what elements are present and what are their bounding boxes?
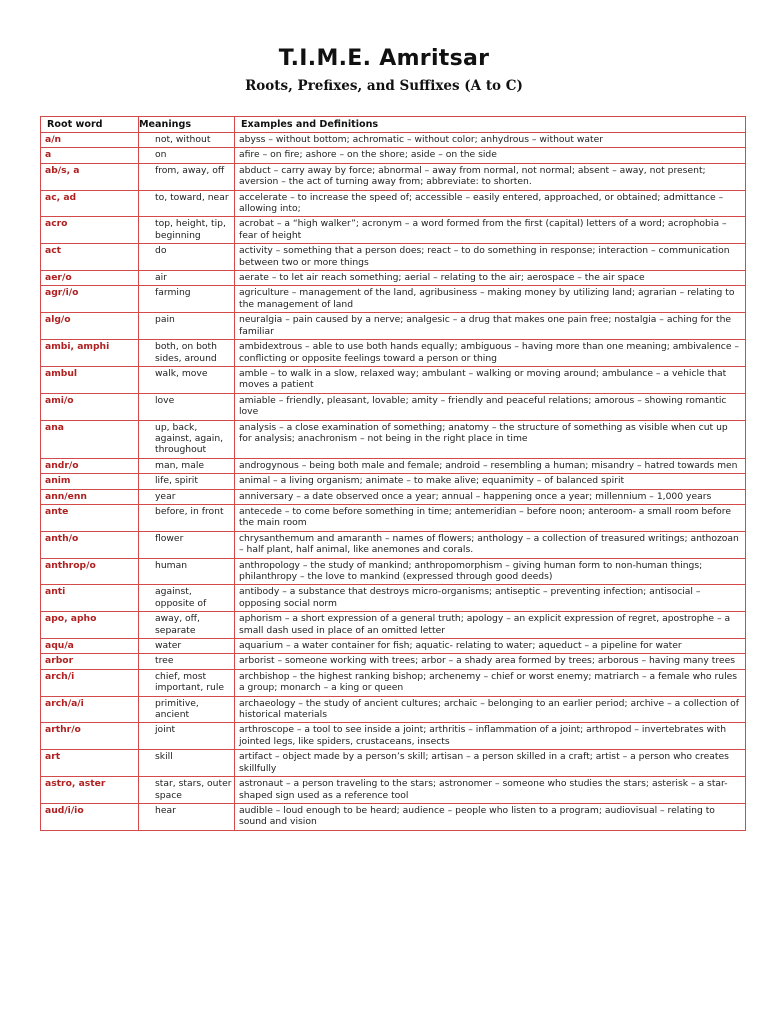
table-body [41,133,746,831]
table-row [41,271,746,286]
header-examples: Examples and Definitions [235,117,746,133]
root-word-cell: a [41,148,139,163]
root-word-cell: aer/o [41,271,139,286]
table-row [41,654,746,669]
examples-cell: activity – something that a person does; react – to do something in response; interaction – communication between two or more things [235,244,746,271]
meaning-cell: life, spirit [139,474,235,489]
root-word-cell: a/n [41,133,139,148]
meaning-cell: not, without [139,133,235,148]
root-word-cell: art [41,750,139,777]
table-row [41,504,746,531]
meaning-cell: from, away, off [139,163,235,190]
examples-cell: agriculture – management of the land, agribusiness – making money by utilizing land; agrarian – relating to the management of land [235,286,746,313]
page-title: T.I.M.E. Amritsar [278,46,490,71]
table-row [41,286,746,313]
table-row [41,750,746,777]
examples-cell: audible – loud enough to be heard; audience – people who listen to a program; audiovisual – relating to sound and vision [235,803,746,830]
root-word-cell: agr/i/o [41,286,139,313]
examples-cell: archaeology – the study of ancient cultures; archaic – belonging to an earlier period; archive – a collection of historical materials [235,696,746,723]
examples-cell: aerate – to let air reach something; aerial – relating to the air; aerospace – the air space [235,271,746,286]
meaning-cell: primitive, ancient [139,696,235,723]
table-row [41,639,746,654]
table-row [41,474,746,489]
root-word-cell: acro [41,217,139,244]
meaning-cell: up, back, against, again, throughout [139,420,235,458]
root-word-cell: ambul [41,366,139,393]
meaning-cell: love [139,393,235,420]
meaning-cell: before, in front [139,504,235,531]
meaning-cell: farming [139,286,235,313]
meaning-cell: flower [139,531,235,558]
examples-cell: androgynous – being both male and female; android – resembling a human; misandry – hatred towards men [235,458,746,473]
examples-cell: arborist – someone working with trees; arbor – a shady area formed by trees; arborous – having many trees [235,654,746,669]
examples-cell: ambidextrous – able to use both hands equally; ambiguous – having more than one meaning; ambivalence – conflicting or opposite feelings toward a person or thing [235,340,746,367]
table-row [41,217,746,244]
meaning-cell: top, height, tip, beginning [139,217,235,244]
root-word-cell: ann/enn [41,489,139,504]
table-row [41,585,746,612]
examples-cell: chrysanthemum and amaranth – names of flowers; anthology – a collection of treasured writings; anthozoan – half plant, half animal, like anemones and corals. [235,531,746,558]
examples-cell: antecede – to come before something in time; antemeridian – before noon; anteroom- a small room before the main room [235,504,746,531]
roots-table [40,116,746,831]
table-row [41,558,746,585]
root-word-cell: andr/o [41,458,139,473]
page-subtitle: Roots, Prefixes, and Suffixes (A to C) [245,78,523,94]
root-word-cell: alg/o [41,313,139,340]
root-word-cell: ana [41,420,139,458]
table-header-row [41,117,746,133]
examples-cell: aphorism – a short expression of a general truth; apology – an explicit expression of regret, apostrophe – a small dash used in place of an omitted letter [235,612,746,639]
examples-cell: abduct – carry away by force; abnormal – away from normal, not normal; absent – away, not present; aversion – the act of turning away from; abbreviate: to shorten. [235,163,746,190]
root-word-cell: anim [41,474,139,489]
examples-cell: artifact – object made by a person’s skill; artisan – a person skilled in a craft; artist – a person who creates skillfully [235,750,746,777]
examples-cell: archbishop – the highest ranking bishop; archenemy – chief or worst enemy; matriarch – a female who rules a group; monarch – a king or queen [235,669,746,696]
examples-cell: aquarium – a water container for fish; aquatic- relating to water; aqueduct – a pipeline for water [235,639,746,654]
meaning-cell: to, toward, near [139,190,235,217]
table-row [41,393,746,420]
examples-cell: arthroscope – a tool to see inside a joint; arthritis – inflammation of a joint; arthropod – invertebrates with jointed legs, like spiders, crustaceans, insects [235,723,746,750]
table-row [41,489,746,504]
examples-cell: acrobat – a “high walker”; acronym – a word formed from the first (capital) letters of a word; acrophobia – fear of height [235,217,746,244]
meaning-cell: joint [139,723,235,750]
meaning-cell: man, male [139,458,235,473]
meaning-cell: pain [139,313,235,340]
table-row [41,696,746,723]
meaning-cell: water [139,639,235,654]
meaning-cell: chief, most important, rule [139,669,235,696]
root-word-cell: ab/s, a [41,163,139,190]
table-row [41,458,746,473]
root-word-cell: anthrop/o [41,558,139,585]
meaning-cell: away, off, separate [139,612,235,639]
root-word-cell: aud/i/io [41,803,139,830]
table-row [41,612,746,639]
table-row [41,163,746,190]
table-row [41,669,746,696]
examples-cell: astronaut – a person traveling to the stars; astronomer – someone who studies the stars; asterisk – a star-shaped sign used as a reference tool [235,777,746,804]
root-word-cell: aqu/a [41,639,139,654]
root-word-cell: arbor [41,654,139,669]
header-root-word: Root word [41,117,139,133]
table-row [41,148,746,163]
meaning-cell: star, stars, outer space [139,777,235,804]
table-row [41,366,746,393]
meaning-cell: against, opposite of [139,585,235,612]
header-meanings: Meanings [139,117,235,133]
table-row [41,244,746,271]
table-row [41,723,746,750]
root-word-cell: apo, apho [41,612,139,639]
root-word-cell: arch/a/i [41,696,139,723]
meaning-cell: tree [139,654,235,669]
root-word-cell: ami/o [41,393,139,420]
root-word-cell: astro, aster [41,777,139,804]
examples-cell: anthropology – the study of mankind; anthropomorphism – giving human form to non-human things; philanthropy – the love to mankind (expressed through good deeds) [235,558,746,585]
meaning-cell: air [139,271,235,286]
examples-cell: antibody – a substance that destroys micro-organisms; antiseptic – preventing infection; antisocial – opposing social norm [235,585,746,612]
root-word-cell: act [41,244,139,271]
examples-cell: animal – a living organism; animate – to make alive; equanimity – of balanced spirit [235,474,746,489]
table-row [41,133,746,148]
table-row [41,803,746,830]
examples-cell: afire – on fire; ashore – on the shore; aside – on the side [235,148,746,163]
examples-cell: abyss – without bottom; achromatic – without color; anhydrous – without water [235,133,746,148]
root-word-cell: anth/o [41,531,139,558]
meaning-cell: both, on both sides, around [139,340,235,367]
root-word-cell: arthr/o [41,723,139,750]
root-word-cell: ac, ad [41,190,139,217]
meaning-cell: do [139,244,235,271]
examples-cell: anniversary – a date observed once a year; annual – happening once a year; millennium – 1,000 years [235,489,746,504]
meaning-cell: hear [139,803,235,830]
root-word-cell: ambi, amphi [41,340,139,367]
meaning-cell: walk, move [139,366,235,393]
meaning-cell: skill [139,750,235,777]
examples-cell: neuralgia – pain caused by a nerve; analgesic – a drug that makes one pain free; nostalgia – aching for the familiar [235,313,746,340]
table-row [41,420,746,458]
table-row [41,340,746,367]
meaning-cell: human [139,558,235,585]
root-word-cell: ante [41,504,139,531]
root-word-cell: arch/i [41,669,139,696]
table-row [41,531,746,558]
examples-cell: accelerate – to increase the speed of; accessible – easily entered, approached, or obtained; admittance – allowing into; [235,190,746,217]
examples-cell: analysis – a close examination of something; anatomy – the structure of something as visible when cut up for analysis; anachronism – not being in the right place in time [235,420,746,458]
table-row [41,190,746,217]
table-row [41,777,746,804]
examples-cell: amble – to walk in a slow, relaxed way; ambulant – walking or moving around; ambulance – a vehicle that moves a patient [235,366,746,393]
meaning-cell: on [139,148,235,163]
examples-cell: amiable – friendly, pleasant, lovable; amity – friendly and peaceful relations; amorous – showing romantic love [235,393,746,420]
root-word-cell: anti [41,585,139,612]
meaning-cell: year [139,489,235,504]
table-row [41,313,746,340]
